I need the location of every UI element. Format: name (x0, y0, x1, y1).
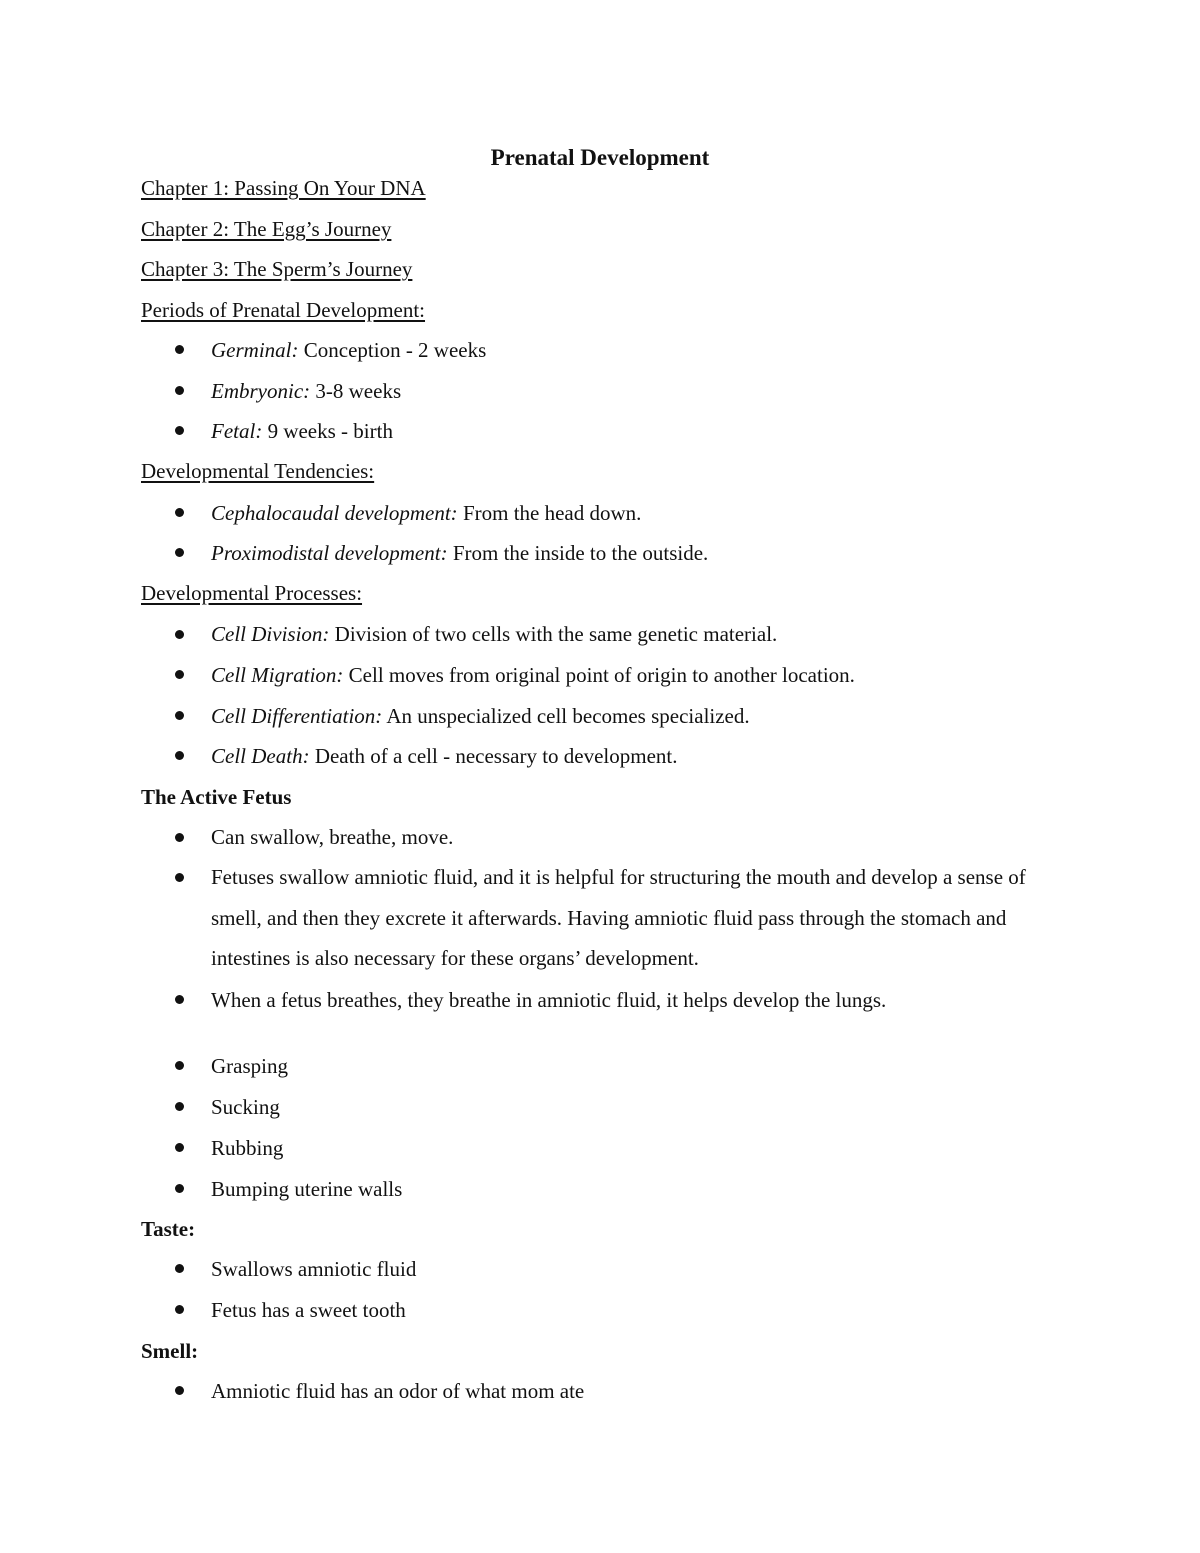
list-item: Grasping (211, 1054, 288, 1078)
bullet-icon (175, 1264, 184, 1273)
chapter-3: Chapter 3: The Sperm’s Journey (141, 257, 413, 281)
term: Fetal: (211, 419, 263, 443)
bullet-icon (175, 630, 184, 639)
bullet-icon (175, 1305, 184, 1314)
bullet-icon (175, 1386, 184, 1395)
bullet-icon (175, 548, 184, 557)
term: Embryonic: (211, 379, 311, 403)
definition: From the inside to the outside. (447, 541, 709, 565)
list-item (211, 702, 750, 730)
term: Cell Division: (211, 622, 330, 646)
definition: Death of a cell - necessary to development. (309, 744, 678, 768)
term: Germinal: (211, 338, 299, 362)
bullet-icon (175, 1143, 184, 1152)
list-item: Amniotic fluid has an odor of what mom ate (211, 1379, 585, 1403)
definition: An unspecialized cell becomes specialized. (382, 704, 750, 728)
term: Cell Death: (211, 744, 310, 768)
list-item (211, 742, 678, 770)
list-item (211, 417, 393, 445)
list-item (211, 620, 777, 648)
list-item (211, 661, 855, 689)
list-item: Fetus has a sweet tooth (211, 1298, 406, 1322)
definition: From the head down. (457, 501, 642, 525)
bullet-icon (175, 426, 184, 435)
periods-heading: Periods of Prenatal Development: (141, 298, 426, 322)
chapter-1: Chapter 1: Passing On Your DNA (141, 176, 426, 200)
term: Proximodistal development: (211, 541, 448, 565)
bullet-icon (175, 711, 184, 720)
bullet-icon (175, 386, 184, 395)
list-item: Bumping uterine walls (211, 1177, 403, 1201)
definition: Division of two cells with the same genetic material. (329, 622, 778, 646)
smell-heading: Smell: (141, 1339, 199, 1363)
bullet-icon (175, 1102, 184, 1111)
list-item: Sucking (211, 1095, 280, 1119)
page-title: Prenatal Development (490, 145, 710, 170)
list-item (211, 539, 708, 567)
bullet-icon (175, 1061, 184, 1070)
bullet-icon (175, 833, 184, 842)
list-item: Can swallow, breathe, move. (211, 825, 454, 849)
list-item (211, 336, 486, 364)
list-item (211, 377, 401, 405)
term: Cell Migration: (211, 663, 344, 687)
chapter-2: Chapter 2: The Egg’s Journey (141, 217, 392, 241)
bullet-icon (175, 345, 184, 354)
list-item (211, 499, 641, 527)
definition: Cell moves from original point of origin to another location. (343, 663, 855, 687)
active-fetus-heading: The Active Fetus (141, 785, 292, 809)
list-item: Rubbing (211, 1136, 284, 1160)
tendencies-heading: Developmental Tendencies: (141, 459, 375, 483)
term: Cephalocaudal development: (211, 501, 458, 525)
definition: 3-8 weeks (310, 379, 402, 403)
term: Cell Differentiation: (211, 704, 383, 728)
taste-heading: Taste: (141, 1217, 196, 1241)
list-item: When a fetus breathes, they breathe in amniotic fluid, it helps develop the lungs. (211, 988, 887, 1012)
bullet-icon (175, 751, 184, 760)
bullet-icon (175, 1184, 184, 1193)
definition: 9 weeks - birth (262, 419, 393, 443)
list-item: Fetuses swallow amniotic fluid, and it is helpful for structuring the mouth and develop a sense of smell, and then they excrete it afterwards. Having amniotic fluid pass through the stomach and intestines is also necessary for these organs’ development. (211, 865, 1026, 970)
list-item: Swallows amniotic fluid (211, 1257, 417, 1281)
bullet-icon (175, 995, 184, 1004)
bullet-icon (175, 508, 184, 517)
bullet-icon (175, 873, 184, 882)
processes-heading: Developmental Processes: (141, 581, 363, 605)
definition: Conception - 2 weeks (298, 338, 487, 362)
bullet-icon (175, 670, 184, 679)
